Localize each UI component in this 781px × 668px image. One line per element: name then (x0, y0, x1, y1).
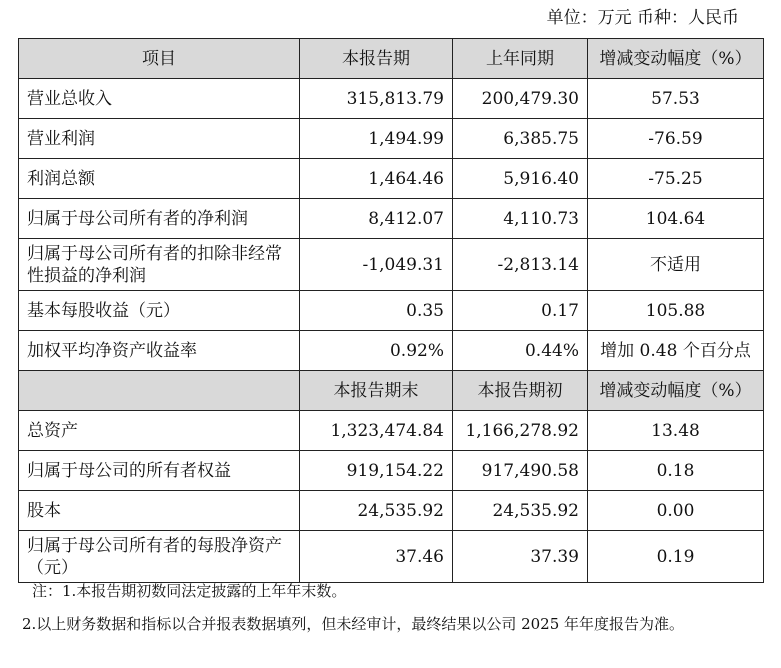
row-change: -76.59 (588, 119, 764, 159)
row-period-end: 24,535.92 (300, 491, 453, 531)
table-row (19, 411, 764, 451)
table-row (19, 199, 764, 239)
row-period-end: 1,323,474.84 (300, 411, 453, 451)
header-change-pct: 增减变动幅度（%） (588, 39, 764, 79)
row-item: 归属于母公司所有者的净利润 (19, 199, 300, 239)
header-current-period: 本报告期 (300, 39, 453, 79)
subheader-change-pct: 增减变动幅度（%） (588, 371, 764, 411)
subheader-item (19, 371, 300, 411)
row-prior: 6,385.75 (453, 119, 588, 159)
row-item: 营业总收入 (19, 79, 300, 119)
row-period-end: 919,154.22 (300, 451, 453, 491)
row-change: 增加 0.48 个百分点 (588, 331, 764, 371)
financial-data-table (18, 38, 764, 583)
row-current: 315,813.79 (300, 79, 453, 119)
row-current: 8,412.07 (300, 199, 453, 239)
row-item: 股本 (19, 491, 300, 531)
row-prior: 0.17 (453, 291, 588, 331)
row-item: 基本每股收益（元） (19, 291, 300, 331)
row-change: 105.88 (588, 291, 764, 331)
row-item: 总资产 (19, 411, 300, 451)
table-row (19, 79, 764, 119)
table-subheader-row (19, 371, 764, 411)
row-change: 13.48 (588, 411, 764, 451)
table-row (19, 451, 764, 491)
row-current: -1,049.31 (300, 239, 453, 291)
row-period-end: 37.46 (300, 531, 453, 583)
unit-currency-label: 单位：万元 币种：人民币 (546, 8, 739, 28)
row-change: 0.00 (588, 491, 764, 531)
row-prior: -2,813.14 (453, 239, 588, 291)
row-change: 0.19 (588, 531, 764, 583)
row-prior: 200,479.30 (453, 79, 588, 119)
footnote-2: 2.以上财务数据和指标以合并报表数据填列，但未经审计，最终结果以公司 2025 年年度报告为准。 (22, 615, 685, 633)
table-header-row (19, 39, 764, 79)
row-change: -75.25 (588, 159, 764, 199)
row-item: 利润总额 (19, 159, 300, 199)
row-prior: 4,110.73 (453, 199, 588, 239)
row-period-start: 24,535.92 (453, 491, 588, 531)
table-row (19, 119, 764, 159)
subheader-period-end: 本报告期末 (300, 371, 453, 411)
row-item: 营业利润 (19, 119, 300, 159)
row-period-start: 1,166,278.92 (453, 411, 588, 451)
table-row (19, 159, 764, 199)
row-prior: 5,916.40 (453, 159, 588, 199)
row-item: 归属于母公司所有者的每股净资产（元） (19, 531, 300, 583)
table-row (19, 239, 764, 291)
row-change: 104.64 (588, 199, 764, 239)
row-period-start: 37.39 (453, 531, 588, 583)
footnotes (22, 580, 752, 636)
table-row (19, 491, 764, 531)
row-item: 归属于母公司的所有者权益 (19, 451, 300, 491)
header-item: 项目 (19, 39, 300, 79)
table-row (19, 331, 764, 371)
header-prior-period: 上年同期 (453, 39, 588, 79)
row-change: 0.18 (588, 451, 764, 491)
row-current: 0.35 (300, 291, 453, 331)
row-change: 57.53 (588, 79, 764, 119)
row-current: 1,464.46 (300, 159, 453, 199)
row-change: 不适用 (588, 239, 764, 291)
table-row (19, 291, 764, 331)
row-prior: 0.44% (453, 331, 588, 371)
row-item: 归属于母公司所有者的扣除非经常性损益的净利润 (19, 239, 300, 291)
row-current: 1,494.99 (300, 119, 453, 159)
footnote-1: 注：1.本报告期初数同法定披露的上年年末数。 (32, 582, 347, 600)
table-row (19, 531, 764, 583)
row-current: 0.92% (300, 331, 453, 371)
row-period-start: 917,490.58 (453, 451, 588, 491)
row-item: 加权平均净资产收益率 (19, 331, 300, 371)
subheader-period-start: 本报告期初 (453, 371, 588, 411)
